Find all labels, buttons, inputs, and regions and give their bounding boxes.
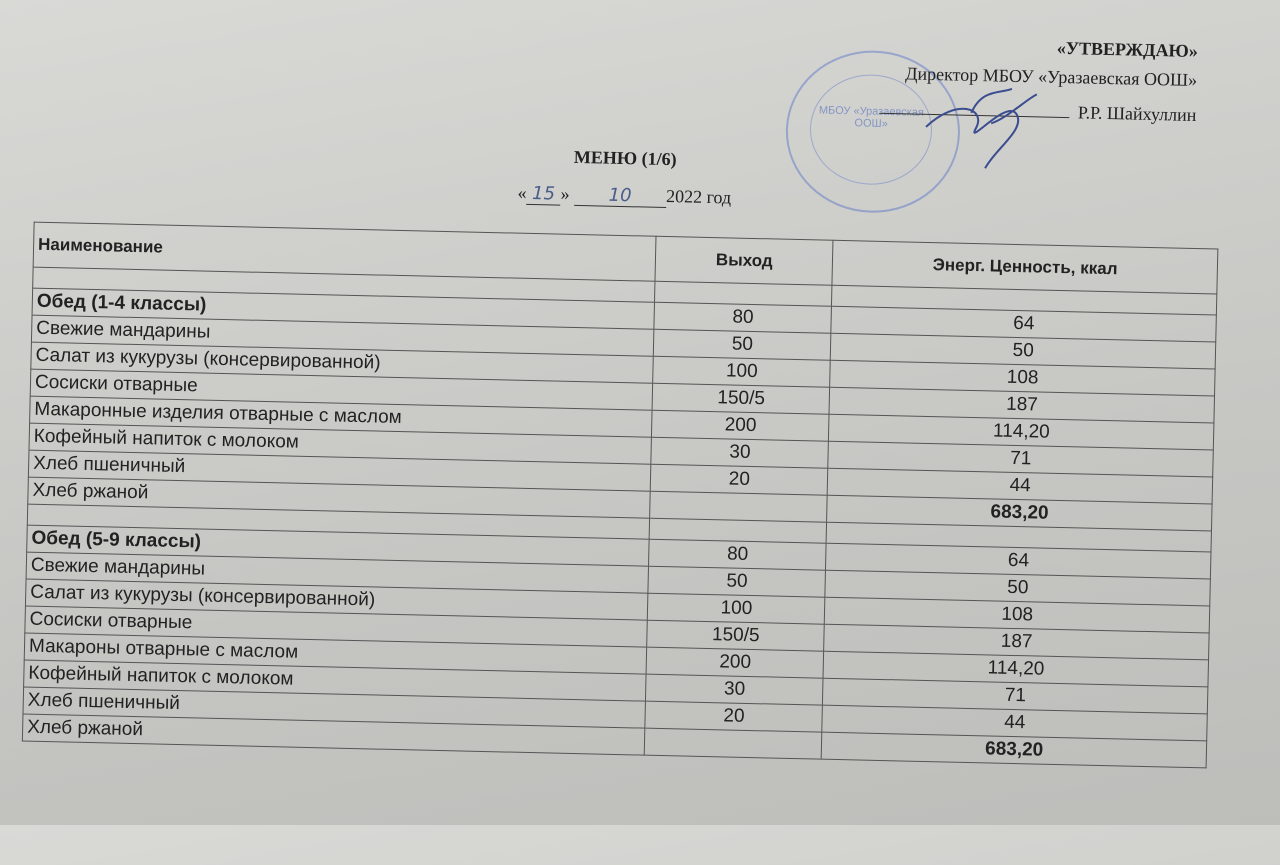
dish-output: 80 <box>654 302 832 333</box>
dish-energy: 50 <box>831 333 1216 369</box>
dish-output: 100 <box>648 593 826 624</box>
dish-output: 100 <box>653 356 831 387</box>
stamp-text: МБОУ «Уразаевская ООШ» <box>818 104 924 131</box>
dish-energy: 50 <box>825 570 1210 606</box>
dish-name: Салат из кукурузы (консервированной) <box>31 342 654 383</box>
dish-name: Макаронные изделия отварные с маслом <box>30 396 653 437</box>
approval-position: Директор МБОУ «Уразаевская ООШ» <box>905 63 1198 91</box>
dish-name: Свежие мандарины <box>26 552 649 593</box>
dish-output: 20 <box>645 701 823 732</box>
dish-name: Хлеб пшеничный <box>28 450 651 491</box>
dish-energy: 64 <box>831 306 1216 342</box>
dish-output: 30 <box>651 437 829 468</box>
dish-name: Сосиски отварные <box>30 369 653 410</box>
dish-energy: 44 <box>822 705 1207 741</box>
menu-date: « 15 » 10 2022 год <box>517 182 732 208</box>
dish-energy: 108 <box>830 360 1215 396</box>
dish-output: 200 <box>652 410 830 441</box>
header-energy: Энерг. Ценность, ккал <box>832 240 1217 294</box>
menu-table <box>22 222 1218 769</box>
menu-title: МЕНЮ (1/6) <box>573 146 677 170</box>
dish-name: Свежие мандарины <box>31 315 654 356</box>
date-year: 2022 год <box>665 185 732 208</box>
dish-name: Кофейный напиток с молоком <box>24 660 647 701</box>
dish-name: Салат из кукурузы (консервированной) <box>25 579 648 620</box>
table-body <box>22 267 1216 768</box>
section-total: 683,20 <box>822 732 1207 768</box>
dish-output: 80 <box>649 539 827 570</box>
empty-cell <box>650 491 828 522</box>
approval-name: Р.Р. Шайхуллин <box>1077 102 1197 126</box>
dish-energy: 187 <box>829 387 1214 423</box>
section-total: 683,20 <box>827 495 1212 531</box>
empty-cell <box>644 728 822 759</box>
dish-energy: 44 <box>828 468 1213 504</box>
dish-name: Сосиски отварные <box>25 606 648 647</box>
dish-output: 50 <box>648 566 826 597</box>
approval-title: «УТВЕРЖДАЮ» <box>1056 37 1199 62</box>
header-name: Наименование <box>33 222 656 281</box>
dish-output: 30 <box>646 674 824 705</box>
section-title: Обед (1-4 классы) <box>32 288 655 329</box>
dish-name: Макароны отварные с маслом <box>24 633 647 674</box>
dish-energy: 114,20 <box>823 651 1208 687</box>
dish-output: 20 <box>650 464 828 495</box>
dish-output: 150/5 <box>647 620 825 651</box>
dish-name: Хлеб ржаной <box>28 477 651 518</box>
dish-energy: 114,20 <box>829 414 1214 450</box>
dish-output: 150/5 <box>652 383 830 414</box>
header-output: Выход <box>655 236 833 285</box>
dish-energy: 187 <box>824 624 1209 660</box>
dish-name: Хлеб пшеничный <box>23 687 646 728</box>
date-month: 10 <box>574 184 666 208</box>
dish-energy: 71 <box>828 441 1213 477</box>
dish-output: 50 <box>653 329 831 360</box>
dish-energy: 108 <box>825 597 1210 633</box>
date-day: 15 <box>526 183 560 206</box>
dish-output: 200 <box>646 647 824 678</box>
dish-energy: 71 <box>823 678 1208 714</box>
dish-energy: 64 <box>826 543 1211 579</box>
section-title: Обед (5-9 классы) <box>27 525 650 566</box>
dish-name: Хлеб ржаной <box>22 714 645 755</box>
dish-name: Кофейный напиток с молоком <box>29 423 652 464</box>
